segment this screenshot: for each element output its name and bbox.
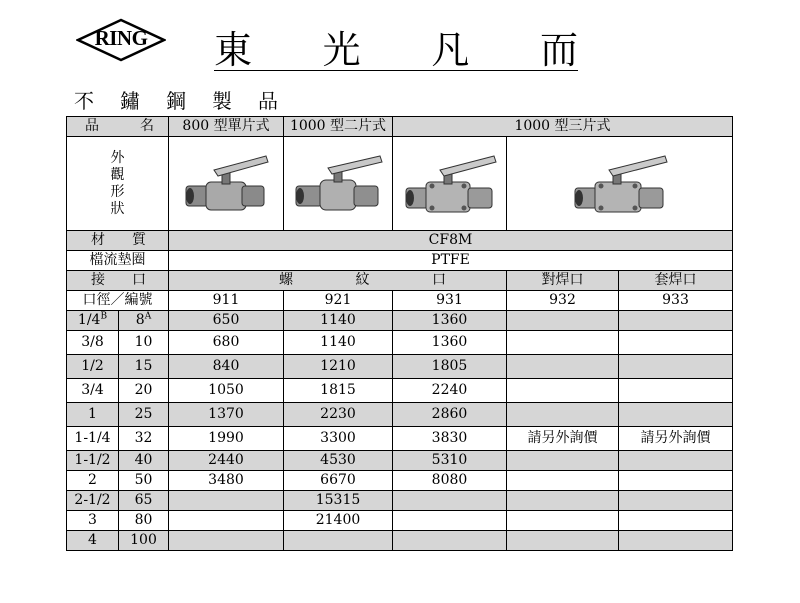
table-row xyxy=(67,355,733,379)
company-char: 而 xyxy=(539,28,578,72)
table-header-row xyxy=(67,117,733,137)
size-code-label: 口徑／編號 xyxy=(67,291,169,311)
size-mm: 15 xyxy=(119,355,169,379)
name-label-cell xyxy=(67,117,169,137)
size-inch: 3 xyxy=(67,511,119,531)
price-933 xyxy=(619,355,733,379)
size-code-row xyxy=(67,291,733,311)
table-row xyxy=(67,379,733,403)
ball-valve-one-piece-image xyxy=(178,148,274,220)
price-spec-table xyxy=(66,116,733,551)
price-931: 5310 xyxy=(393,451,507,471)
price-933 xyxy=(619,331,733,355)
price-933 xyxy=(619,531,733,551)
price-921: 2230 xyxy=(284,403,393,427)
material-label-b: 質 xyxy=(132,232,146,248)
thread-char: 螺 xyxy=(279,272,293,288)
size-inch: 1-1/2 xyxy=(67,451,119,471)
price-911: 2440 xyxy=(169,451,284,471)
price-911 xyxy=(169,491,284,511)
price-932 xyxy=(507,311,619,331)
size-mm: 32 xyxy=(119,427,169,451)
code-933: 933 xyxy=(619,291,733,311)
subtitle-char: 品 xyxy=(258,89,278,113)
table-row xyxy=(67,331,733,355)
table-row xyxy=(67,427,733,451)
butt-weld-header: 對焊口 xyxy=(507,271,619,291)
table-row xyxy=(67,471,733,491)
price-911: 1990 xyxy=(169,427,284,451)
price-921: 1140 xyxy=(284,311,393,331)
price-921: 6670 xyxy=(284,471,393,491)
price-931: 1360 xyxy=(393,311,507,331)
price-921: 3300 xyxy=(284,427,393,451)
price-rows xyxy=(67,311,733,551)
subtitle-char: 鏽 xyxy=(120,89,140,113)
ball-valve-two-piece-image xyxy=(290,148,386,220)
price-933 xyxy=(619,511,733,531)
price-911: 650 xyxy=(169,311,284,331)
ball-valve-three-piece-image xyxy=(565,148,675,220)
price-932 xyxy=(507,355,619,379)
price-933 xyxy=(619,471,733,491)
model-1000-three-header: 1000 型三片式 xyxy=(393,117,733,137)
size-mm: 50 xyxy=(119,471,169,491)
photo-cell-1000-three-a xyxy=(393,137,507,231)
price-932 xyxy=(507,451,619,471)
material-row xyxy=(67,231,733,251)
table-row xyxy=(67,511,733,531)
size-inch: 1-1/4 xyxy=(67,427,119,451)
subtitle-char: 製 xyxy=(212,89,232,113)
table-row xyxy=(67,491,733,511)
company-char: 光 xyxy=(322,28,361,72)
price-911 xyxy=(169,511,284,531)
price-931 xyxy=(393,491,507,511)
price-931: 1805 xyxy=(393,355,507,379)
model-1000-two-header: 1000 型二片式 xyxy=(284,117,393,137)
size-inch: 2 xyxy=(67,471,119,491)
price-932 xyxy=(507,511,619,531)
table-row xyxy=(67,451,733,471)
size-inch: 3/4 xyxy=(67,379,119,403)
price-931 xyxy=(393,531,507,551)
price-933 xyxy=(619,491,733,511)
price-931 xyxy=(393,511,507,531)
photo-cell-1000-three-b xyxy=(507,137,733,231)
section-subtitle xyxy=(74,90,278,112)
price-932 xyxy=(507,471,619,491)
company-char: 東 xyxy=(214,28,253,72)
price-911: 1050 xyxy=(169,379,284,403)
thread-header-cell xyxy=(169,271,507,291)
material-value: CF8M xyxy=(169,231,733,251)
size-inch: 1 xyxy=(67,403,119,427)
socket-weld-header: 套焊口 xyxy=(619,271,733,291)
price-911: 680 xyxy=(169,331,284,355)
price-933 xyxy=(619,403,733,427)
appearance-label-cell xyxy=(67,137,169,231)
size-mm: 100 xyxy=(119,531,169,551)
size-inch: 4 xyxy=(67,531,119,551)
price-921: 4530 xyxy=(284,451,393,471)
price-932 xyxy=(507,331,619,355)
thread-char: 紋 xyxy=(355,272,370,288)
size-mm: 40 xyxy=(119,451,169,471)
appearance-char: 外 xyxy=(110,149,125,166)
size-mm: 80 xyxy=(119,511,169,531)
price-911: 1370 xyxy=(169,403,284,427)
material-label-cell xyxy=(67,231,169,251)
company-name xyxy=(214,30,578,71)
photo-cell-1000-two xyxy=(284,137,393,231)
model-800-header: 800 型單片式 xyxy=(169,117,284,137)
price-932 xyxy=(507,403,619,427)
size-inch: $1/4^B$ xyxy=(67,311,119,331)
name-label-a: 品 xyxy=(85,118,99,134)
size-mm: 25 xyxy=(119,403,169,427)
price-933: 請另外詢價 xyxy=(619,427,733,451)
material-label-a: 材 xyxy=(91,232,105,248)
appearance-char: 觀 xyxy=(110,166,125,183)
subtitle-char: 不 xyxy=(74,89,94,113)
table-row xyxy=(67,311,733,331)
price-921: 1815 xyxy=(284,379,393,403)
price-911 xyxy=(169,531,284,551)
price-921: 15315 xyxy=(284,491,393,511)
seat-label: 檔流墊圈 xyxy=(67,251,169,271)
appearance-row xyxy=(67,137,733,231)
price-911: 840 xyxy=(169,355,284,379)
price-933 xyxy=(619,311,733,331)
table-row xyxy=(67,531,733,551)
price-931: 2240 xyxy=(393,379,507,403)
company-char: 凡 xyxy=(431,28,470,72)
size-inch: 3/8 xyxy=(67,331,119,355)
connection-row xyxy=(67,271,733,291)
table-row xyxy=(67,403,733,427)
price-931: 8080 xyxy=(393,471,507,491)
appearance-char: 形 xyxy=(110,183,125,200)
price-921 xyxy=(284,531,393,551)
price-921: 1210 xyxy=(284,355,393,379)
price-931: 1360 xyxy=(393,331,507,355)
size-inch: 2-1/2 xyxy=(67,491,119,511)
price-921: 1140 xyxy=(284,331,393,355)
ball-valve-three-piece-image xyxy=(400,148,500,220)
photo-cell-800 xyxy=(169,137,284,231)
size-mm: 20 xyxy=(119,379,169,403)
connection-label-b: 口 xyxy=(132,272,146,288)
seat-value: PTFE xyxy=(169,251,733,271)
price-931: 3830 xyxy=(393,427,507,451)
price-911: 3480 xyxy=(169,471,284,491)
subtitle-char: 鋼 xyxy=(166,89,186,113)
name-label-b: 名 xyxy=(140,118,154,134)
price-932 xyxy=(507,379,619,403)
price-931: 2860 xyxy=(393,403,507,427)
price-932: 請另外詢價 xyxy=(507,427,619,451)
size-mm: $8^A$ xyxy=(119,311,169,331)
code-931: 931 xyxy=(393,291,507,311)
price-932 xyxy=(507,531,619,551)
price-921: 21400 xyxy=(284,511,393,531)
code-921: 921 xyxy=(284,291,393,311)
brand-logo-text: RING xyxy=(94,26,148,50)
code-911: 911 xyxy=(169,291,284,311)
price-933 xyxy=(619,379,733,403)
appearance-char: 狀 xyxy=(110,200,125,217)
seat-row xyxy=(67,251,733,271)
connection-label-a: 接 xyxy=(91,272,105,288)
connection-label-cell xyxy=(67,271,169,291)
price-932 xyxy=(507,491,619,511)
size-mm: 10 xyxy=(119,331,169,355)
size-mm: 65 xyxy=(119,491,169,511)
code-932: 932 xyxy=(507,291,619,311)
thread-char: 口 xyxy=(432,272,446,288)
price-933 xyxy=(619,451,733,471)
size-inch: 1/2 xyxy=(67,355,119,379)
